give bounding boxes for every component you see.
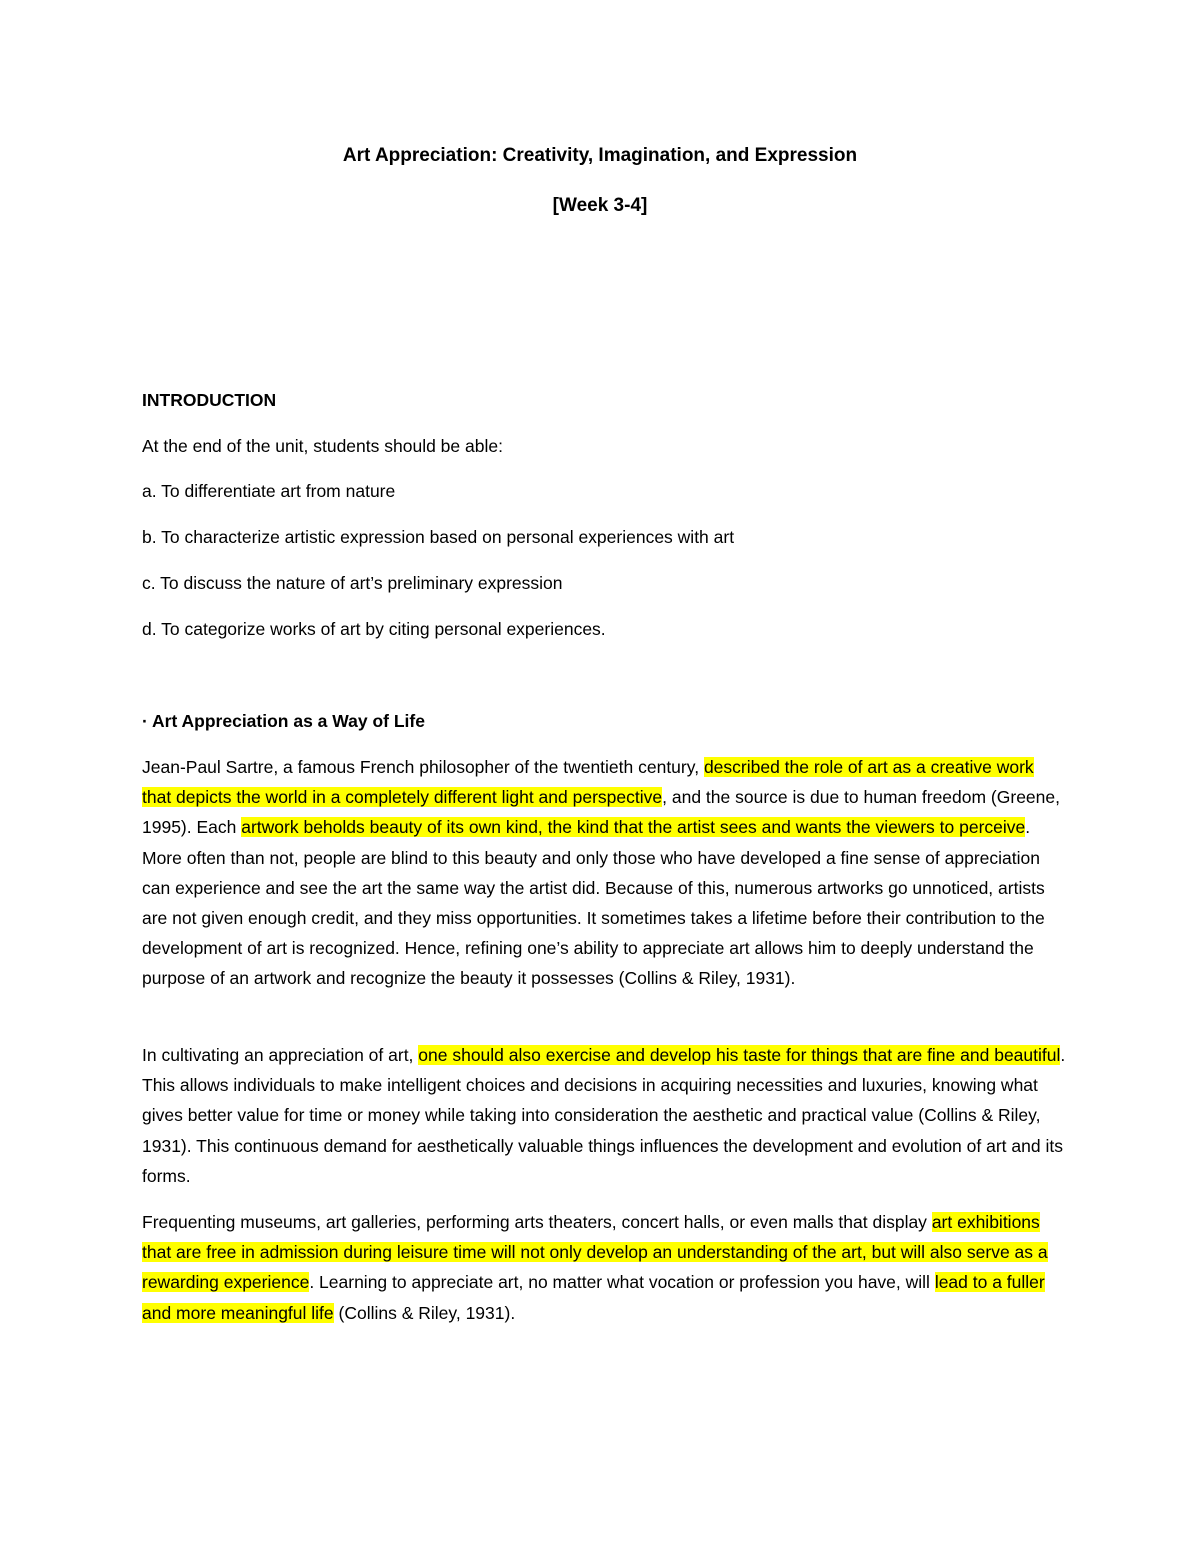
paragraph-text: (Collins & Riley, 1931). — [333, 1302, 516, 1323]
paragraph-text: Frequenting museums, art galleries, performing arts theaters, concert halls, or even malls that display — [142, 1212, 932, 1232]
paragraph-text: , and the source is due to human freedom (Greene, 1995). Each — [142, 787, 1060, 838]
highlighted-text: art exhibitions that are free in admission during leisure time will not only develop an understanding of the art, but will also serve as a rewarding experience — [142, 1212, 1048, 1293]
highlighted-text: lead to a fuller and more meaningful life — [142, 1272, 1045, 1323]
objective-item: a. To differentiate art from nature — [142, 481, 396, 501]
objective-item: d. To categorize works of art by citing personal experiences. — [142, 619, 606, 639]
section-heading: · Art Appreciation as a Way of Life — [142, 711, 425, 731]
paragraph-text: . More often than not, people are blind to this beauty and only those who have developed a fine sense of appreciation can experience and see the art the same way the artist did. Because of this, numerous artworks go unnoticed, artists are not given enough credit, and they miss opportunities. It sometimes takes a lifetime before their contribution to the development of art is recognized. Hence, refining one’s ability to appreciate art allows him to deeply understand the purpose of an artwork and recognize the beauty it possesses (Collins & Riley, 1931). — [142, 817, 1045, 989]
objective-item: b. To characterize artistic expression based on personal experiences with art — [142, 527, 735, 547]
document-title: Art Appreciation: Creativity, Imagination, and Expression — [342, 145, 858, 166]
paragraph-frequenting — [142, 1207, 1067, 1328]
paragraph-cultivating — [142, 1040, 1067, 1191]
document-week-label: [Week 3-4] — [552, 195, 648, 216]
paragraph-text: . Learning to appreciate art, no matter what vocation or profession you have, will — [309, 1272, 935, 1293]
paragraph-text: Jean-Paul Sartre, a famous French philosopher of the twentieth century, — [142, 757, 704, 777]
highlighted-text: described the role of art as a creative work that depicts the world in a completely different light and perspective — [142, 757, 1034, 808]
introduction-heading: INTRODUCTION — [142, 390, 277, 410]
objective-item: c. To discuss the nature of art’s preliminary expression — [142, 573, 563, 593]
paragraph-text: . This allows individuals to make intelligent choices and decisions in acquiring necessities and luxuries, knowing what gives better value for time or money while taking into consideration the aesthetic and practical value (Collins & Riley, 1931). This continuous demand for aesthetically valuable things influences the development and evolution of art and its forms. — [142, 1045, 1066, 1186]
paragraph-sartre — [142, 752, 1067, 994]
highlighted-text: one should also exercise and develop his taste for things that are fine and beautiful — [418, 1045, 1061, 1065]
paragraph-text: In cultivating an appreciation of art, — [142, 1045, 419, 1065]
highlighted-text: artwork beholds beauty of its own kind, the kind that the artist sees and wants the viewers to perceive — [241, 817, 1026, 838]
introduction-lead: At the end of the unit, students should be able: — [142, 436, 503, 456]
